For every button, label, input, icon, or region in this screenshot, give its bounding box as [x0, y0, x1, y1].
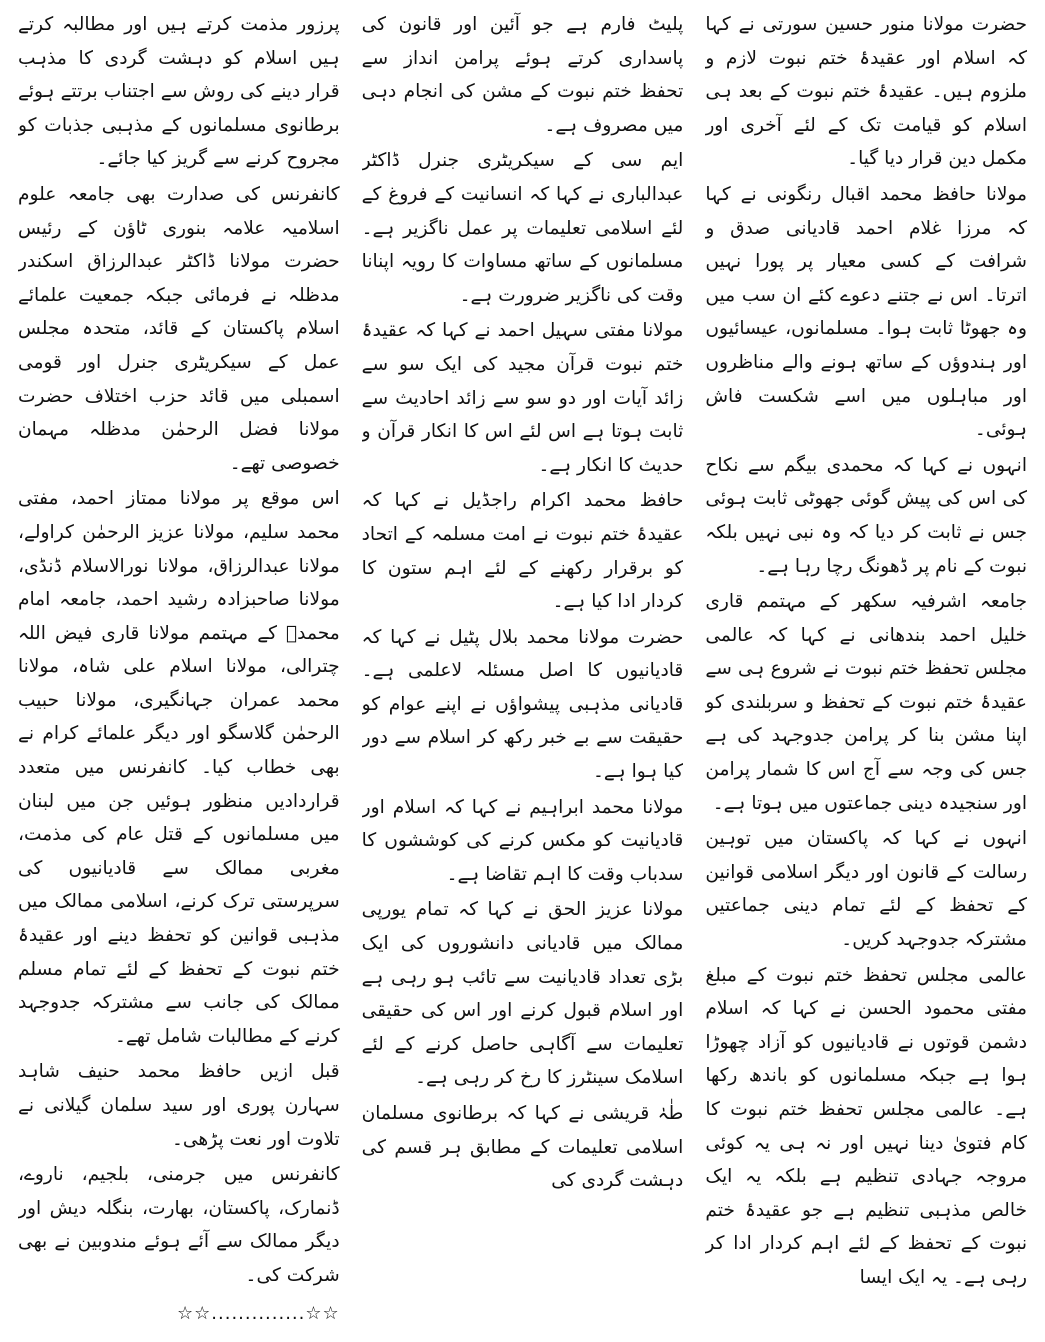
paragraph: حضرت مولانا محمد بلال پٹیل نے کہا کہ قادیانیوں کا اصل مسئلہ لاعلمی ہے۔ قادیانی مذہبی پیشواؤں نے اپنے عوام کو حقیقت سے بے خبر رکھ کر اسلام سے دور کیا ہوا ہے۔ [361, 626, 684, 783]
article-page [18, 8, 1027, 1334]
text-column-left [18, 8, 340, 1334]
paragraph: ایم سی کے سیکریٹری جنرل ڈاکٹر عبدالباری نے کہا کہ انسانیت کے فروغ کے لئے اسلامی تعلیمات پر عمل ناگزیر ہے۔ مسلمانوں کے ساتھ مساوات کا رویہ اپنانا وقت کی ناگزیر ضرورت ہے۔ [361, 150, 684, 306]
paragraph: طٰہٰ قریشی نے کہا کہ برطانوی مسلمان اسلامی تعلیمات کے مطابق ہر قسم کی دہشت گردی کی [361, 1103, 684, 1192]
paragraph: مولانا محمد ابراہیم نے کہا کہ اسلام اور قادیانیت کو مکس کرنے کی کوششوں کا سدباب وقت کا اہم تقاضا ہے۔ [361, 796, 684, 885]
paragraph: اس موقع پر مولانا ممتاز احمد، مفتی محمد سلیم، مولانا عزیز الرحمٰن کراولے، مولانا عبدالرزاق، مولانا نورالاسلام ڈنڈی، مولانا صاحبزادہ رشید احمد، جامعہ امام محمدؒ کے مہتمم مولانا قاری فیض اللہ چترالی، مولانا اسلام علی شاہ، مولانا محمد عمران جہانگیری، مولانا حبیب الرحمٰن گلاسگو اور دیگر علمائے کرام نے بھی خطاب کیا۔ کانفرنس میں متعدد قراردادیں منظور ہوئیں جن میں لبنان میں مسلمانوں کے قتل عام کی مذمت، مغربی ممالک سے قادیانیوں کی سرپرستی ترک کرنے، اسلامی ممالک میں مذہبی قوانین کو تحفظ دینے اور عقیدۂ ختم نبوت کے تحفظ کے لئے تمام مسلم ممالک کی جانب سے مشترکہ جدوجہد کرنے کے مطالبات شامل تھے۔ [17, 488, 340, 1047]
end-ornament: ☆☆..............☆☆ [177, 1302, 340, 1324]
paragraph: حضرت مولانا منور حسین سورتی نے کہا کہ اسلام اور عقیدۂ ختم نبوت لازم و ملزوم ہیں۔ عقیدۂ ختم نبوت کے بعد ہی اسلام کو قیامت تک کے لئے آخری اور مکمل دین قرار دیا گیا۔ [705, 14, 1027, 170]
paragraph: پلیٹ فارم ہے جو آئین اور قانون کی پاسداری کرتے ہوئے پرامن انداز سے تحفظ ختم نبوت کے مشن کی انجام دہی میں مصروف ہے۔ [361, 14, 684, 136]
paragraph: مولانا مفتی سہیل احمد نے کہا کہ عقیدۂ ختم نبوت قرآن مجید کی ایک سو سے زائد آیات اور دو سو سے زائد احادیث سے ثابت ہوتا ہے اس لئے اس کا انکار قرآن و حدیث کا انکار ہے۔ [361, 320, 684, 476]
paragraph: انہوں نے کہا کہ پاکستان میں توہین رسالت کے قانون اور دیگر اسلامی قوانین کے تحفظ کے لئے تمام دینی جماعتیں مشترکہ جدوجہد کریں۔ [705, 828, 1027, 951]
text-column-middle [362, 8, 684, 1334]
paragraph: مولانا حافظ محمد اقبال رنگونی نے کہا کہ مرزا غلام احمد قادیانی صدق و شرافت کے کسی معیار پر پورا نہیں اترتا۔ اس نے جتنے دعوے کئے ان سب میں وہ جھوٹا ثابت ہوا۔ مسلمانوں، عیسائیوں اور ہندوؤں کے ساتھ ہونے والے مناظروں اور مباہلوں میں اسے شکست فاش ہوئی۔ [705, 183, 1027, 441]
paragraph: حافظ محمد اکرام راجڈیل نے کہا کہ عقیدۂ ختم نبوت نے امت مسلمہ کے اتحاد کو برقرار رکھنے کے لئے اہم ستون کا کردار ادا کیا ہے۔ [361, 490, 684, 613]
paragraph: پرزور مذمت کرتے ہیں اور مطالبہ کرتے ہیں اسلام کو دہشت گردی کا مذہب قرار دینے کی روش سے اجتناب برتتے ہوئے برطانوی مسلمانوں کے مذہبی جذبات کو مجروح کرنے سے گریز کیا جائے۔ [17, 14, 340, 170]
paragraph: مولانا عزیز الحق نے کہا کہ تمام یورپی ممالک میں قادیانی دانشوروں کی ایک بڑی تعداد قادیانیت سے تائب ہو رہی ہے اور اسلام قبول کرنے اور اس کی حقیقی تعلیمات سے آگاہی حاصل کرنے کے لئے اسلامک سینٹرز کا رخ کر رہی ہے۔ [361, 899, 684, 1089]
paragraph: قبل ازیں حافظ محمد حنیف شاہد سہارن پوری اور سید سلمان گیلانی نے تلاوت اور نعت پڑھی۔ [17, 1061, 340, 1150]
text-column-right [705, 8, 1027, 1334]
paragraph: کانفرنس کی صدارت بھی جامعہ علوم اسلامیہ علامہ بنوری ٹاؤن کے رئیس حضرت مولانا ڈاکٹر عبدالرزاق اسکندر مدظلہ نے فرمائی جبکہ جمعیت علمائے اسلام پاکستان کے قائد، متحدہ مجلس عمل کے سیکریٹری جنرل اور قومی اسمبلی میں قائد حزب اختلاف حضرت مولانا فضل الرحمٰن مدظلہ مہمان خصوصی تھے۔ [17, 183, 340, 474]
paragraph: عالمی مجلس تحفظ ختم نبوت کے مبلغ مفتی محمود الحسن نے کہا کہ اسلام دشمن قوتوں نے قادیانیوں کو آزاد چھوڑا ہوا ہے جبکہ مسلمانوں کو باندھ رکھا ہے۔ عالمی مجلس تحفظ ختم نبوت کا کام فتویٰ دینا نہیں اور نہ ہی یہ کوئی مروجہ جہادی تنظیم ہے بلکہ یہ ایک خالص مذہبی تنظیم ہے جو عقیدۂ ختم نبوت کے تحفظ کے لئے اہم کردار ادا کر رہی ہے۔ یہ ایک ایسا [705, 964, 1027, 1288]
paragraph: انہوں نے کہا کہ محمدی بیگم سے نکاح کی اس کی پیش گوئی جھوٹی ثابت ہوئی جس نے ثابت کر دیا کہ وہ نبی نہیں بلکہ نبوت کے نام پر ڈھونگ رچا رہا ہے۔ [705, 454, 1027, 577]
paragraph: جامعہ اشرفیہ سکھر کے مہتمم قاری خلیل احمد بندھانی نے کہا کہ عالمی مجلس تحفظ ختم نبوت نے شروع ہی سے عقیدۂ ختم نبوت کے تحفظ و سربلندی کو اپنا مشن بنا کر پرامن جدوجہد کی ہے جس کی وجہ سے آج اس کا شمار پرامن اور سنجیدہ دینی جماعتوں میں ہوتا ہے۔ [705, 591, 1027, 814]
paragraph: کانفرنس میں جرمنی، بلجیم، ناروے، ڈنمارک، پاکستان، بھارت، بنگلہ دیش اور دیگر ممالک سے آئے ہوئے مندوبین نے بھی شرکت کی۔ [17, 1164, 340, 1286]
